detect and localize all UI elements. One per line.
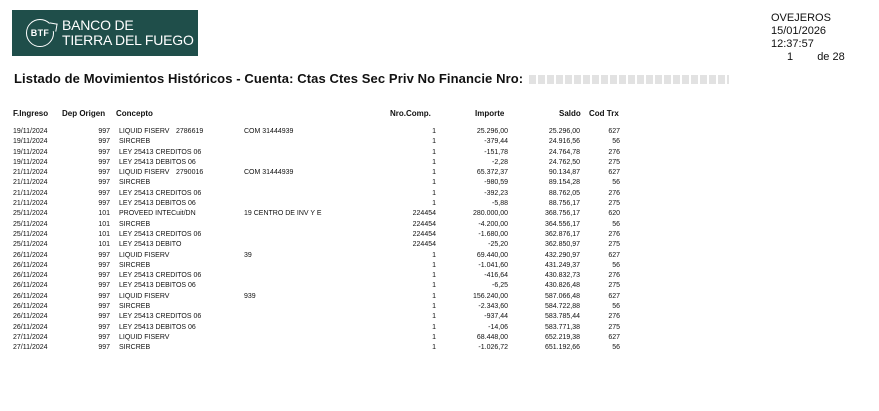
table-row (0, 127, 879, 137)
header-nro-comp: Nro.Comp. (390, 109, 431, 118)
redacted-account-number (529, 75, 729, 84)
cell-date: 27/11/2024 (13, 333, 48, 341)
cell-dep-origen: 997 (98, 138, 110, 146)
cell-concepto: LEY 25413 CREDITOS 06 (119, 230, 202, 238)
cell-concepto: LIQUID FISERV (119, 128, 170, 135)
cell-dep-origen: 101 (98, 220, 110, 228)
cell-nro-comp: 1 (432, 169, 436, 177)
table-row (0, 323, 879, 333)
header-fingreso: F.Ingreso (13, 109, 49, 118)
cell-date: 25/11/2024 (13, 230, 48, 238)
cell-concepto-detail: COM 31444939 (244, 128, 294, 135)
cell-importe: -392,23 (484, 189, 508, 197)
cell-nro-comp: 1 (432, 282, 436, 290)
cell-saldo: 24.762,50 (548, 158, 580, 166)
table-row (0, 251, 879, 261)
cell-importe: -416,64 (484, 272, 508, 280)
cell-nro-comp: 224454 (412, 230, 436, 238)
btf-logo-icon: BTF (26, 19, 54, 47)
cell-cod-trx: 56 (612, 138, 620, 146)
cell-nro-comp: 1 (432, 313, 436, 321)
cell-cod-trx: 275 (608, 323, 620, 331)
cell-date: 27/11/2024 (13, 344, 48, 352)
header-saldo: Saldo (559, 109, 581, 118)
cell-saldo: 362.876,17 (544, 230, 580, 238)
cell-cod-trx: 627 (608, 292, 620, 300)
cell-dep-origen: 997 (98, 323, 110, 331)
cell-saldo: 90.134,87 (548, 169, 580, 177)
cell-saldo: 430.826,48 (544, 282, 580, 290)
table-row (0, 343, 879, 353)
cell-dep-origen: 997 (98, 333, 110, 341)
cell-saldo: 24.764,78 (548, 148, 580, 156)
cell-cod-trx: 56 (612, 261, 620, 269)
cell-date: 21/11/2024 (13, 200, 48, 208)
page-title-text: Listado de Movimientos Históricos - Cuenta: Ctas Ctes Sec Priv No Financie Nro: (14, 71, 524, 86)
cell-importe: -980,59 (484, 179, 508, 187)
cell-saldo: 368.756,17 (544, 210, 580, 218)
cell-dep-origen: 101 (98, 241, 110, 249)
table-row (0, 333, 879, 343)
table-row (0, 209, 879, 219)
cell-date: 25/11/2024 (13, 210, 48, 218)
cell-date: 26/11/2024 (13, 323, 48, 331)
cell-saldo: 364.556,17 (544, 220, 580, 228)
cell-date: 26/11/2024 (13, 261, 48, 269)
cell-importe: 68.448,00 (476, 333, 508, 341)
cell-nro-comp: 1 (432, 200, 436, 208)
cell-dep-origen: 997 (98, 303, 110, 311)
cell-dep-origen: 997 (98, 292, 110, 300)
cell-date: 26/11/2024 (13, 303, 48, 311)
cell-date: 19/11/2024 (13, 128, 48, 135)
cell-date: 26/11/2024 (13, 292, 48, 300)
cell-cod-trx: 275 (608, 200, 620, 208)
cell-nro-comp: 1 (432, 148, 436, 156)
cell-saldo: 432.290,97 (544, 251, 580, 259)
cell-date: 19/11/2024 (13, 158, 48, 166)
cell-concepto-detail: COM 31444939 (244, 169, 294, 177)
table-row (0, 240, 879, 250)
page-total: 28 (832, 51, 845, 63)
cell-dep-origen: 101 (98, 230, 110, 238)
cell-concepto: LIQUID FISERV (119, 169, 170, 177)
cell-concepto-detail: 39 (244, 251, 252, 259)
cell-date: 25/11/2024 (13, 241, 48, 249)
cell-date: 26/11/2024 (13, 282, 48, 290)
cell-cod-trx: 627 (608, 169, 620, 177)
cell-dep-origen: 997 (98, 313, 110, 321)
cell-cod-trx: 276 (608, 230, 620, 238)
cell-cod-trx: 627 (608, 251, 620, 259)
cell-nro-comp: 1 (432, 128, 436, 135)
cell-nro-comp: 1 (432, 272, 436, 280)
cell-concepto: LEY 25413 DEBITOS 06 (119, 323, 196, 331)
cell-concepto: LEY 25413 DEBITOS 06 (119, 158, 196, 166)
cell-nro-comp: 1 (432, 158, 436, 166)
cell-importe: -2.343,60 (478, 303, 508, 311)
movements-table (0, 127, 879, 354)
cell-importe: -937,44 (484, 313, 508, 321)
cell-importe: -1.680,00 (478, 230, 508, 238)
cell-cod-trx: 276 (608, 148, 620, 156)
cell-saldo: 88.762,05 (548, 189, 580, 197)
cell-nro-comp: 224454 (412, 220, 436, 228)
table-row (0, 220, 879, 230)
cell-dep-origen: 997 (98, 282, 110, 290)
cell-nro-comp: 1 (432, 333, 436, 341)
cell-dep-origen: 997 (98, 261, 110, 269)
cell-importe: -4.200,00 (478, 220, 508, 228)
cell-cod-trx: 627 (608, 128, 620, 135)
cell-saldo: 584.722,88 (544, 303, 580, 311)
cell-dep-origen: 997 (98, 344, 110, 352)
cell-cod-trx: 275 (608, 241, 620, 249)
table-row (0, 302, 879, 312)
table-row (0, 158, 879, 168)
cell-date: 26/11/2024 (13, 272, 48, 280)
table-row (0, 148, 879, 158)
cell-concepto: SIRCREB (119, 179, 151, 187)
cell-importe: 25.296,00 (476, 128, 508, 135)
cell-dep-origen: 997 (98, 251, 110, 259)
cell-cod-trx: 56 (612, 179, 620, 187)
page-number: 1 (787, 51, 794, 63)
cell-nro-comp: 1 (432, 138, 436, 146)
page-title (14, 71, 729, 86)
cell-nro-comp: 224454 (412, 210, 436, 218)
cell-concepto: SIRCREB (119, 138, 151, 146)
cell-nro-comp: 224454 (412, 241, 436, 249)
bank-name-line2: TIERRA DEL FUEGO (62, 32, 194, 48)
cell-concepto: LIQUID FISERV (119, 333, 170, 341)
cell-cod-trx: 56 (612, 220, 620, 228)
report-user: OVEJEROS (771, 12, 831, 24)
cell-nro-comp: 1 (432, 261, 436, 269)
cell-nro-comp: 1 (432, 344, 436, 352)
page-indicator (787, 51, 845, 63)
cell-importe: 156.240,00 (472, 292, 508, 300)
cell-date: 19/11/2024 (13, 138, 48, 146)
cell-cod-trx: 620 (608, 210, 620, 218)
cell-dep-origen: 997 (98, 272, 110, 280)
cell-cod-trx: 276 (608, 272, 620, 280)
cell-nro-comp: 1 (432, 292, 436, 300)
cell-date: 25/11/2024 (13, 220, 48, 228)
cell-concepto: LEY 25413 CREDITOS 06 (119, 313, 202, 321)
cell-saldo: 651.192,66 (544, 344, 580, 352)
report-meta (771, 12, 831, 51)
header-concepto: Concepto (116, 109, 153, 118)
cell-concepto: LEY 25413 CREDITOS 06 (119, 148, 202, 156)
cell-dep-origen: 997 (98, 128, 110, 135)
cell-nro-comp: 1 (432, 189, 436, 197)
cell-date: 21/11/2024 (13, 189, 48, 197)
cell-concepto: SIRCREB (119, 303, 151, 311)
cell-dep-origen: 997 (98, 200, 110, 208)
cell-saldo: 652.219,38 (544, 333, 580, 341)
bank-name-line1: BANCO DE (62, 17, 134, 33)
cell-importe: -1.026,72 (478, 344, 508, 352)
cell-cod-trx: 276 (608, 313, 620, 321)
cell-cod-trx: 56 (612, 344, 620, 352)
cell-date: 21/11/2024 (13, 179, 48, 187)
cell-dep-origen: 997 (98, 189, 110, 197)
table-row (0, 312, 879, 322)
cell-concepto: LEY 25413 CREDITOS 06 (119, 272, 202, 280)
bank-logo (12, 10, 198, 56)
header-importe: Importe (475, 109, 505, 118)
cell-saldo: 89.154,28 (548, 179, 580, 187)
cell-importe: -14,06 (488, 323, 508, 331)
cell-cod-trx: 275 (608, 282, 620, 290)
cell-dep-origen: 997 (98, 148, 110, 156)
cell-importe: -1.041,60 (478, 261, 508, 269)
cell-importe: -5,88 (492, 200, 508, 208)
report-time: 12:37:57 (771, 38, 814, 50)
table-row (0, 199, 879, 209)
header-dep-origen: Dep Origen (62, 109, 106, 118)
cell-importe: -2,28 (492, 158, 508, 166)
cell-importe: -379,44 (484, 138, 508, 146)
cell-date: 26/11/2024 (13, 251, 48, 259)
cell-date: 19/11/2024 (13, 148, 48, 156)
cell-importe: -6,25 (492, 282, 508, 290)
cell-saldo: 25.296,00 (548, 128, 580, 135)
report-date: 15/01/2026 (771, 25, 827, 37)
table-row (0, 137, 879, 147)
cell-date: 21/11/2024 (13, 169, 48, 177)
cell-cod-trx: 627 (608, 333, 620, 341)
cell-importe: 65.372,37 (476, 169, 508, 177)
cell-saldo: 430.832,73 (544, 272, 580, 280)
cell-date: 26/11/2024 (13, 313, 48, 321)
cell-dep-origen: 997 (98, 169, 110, 177)
cell-concepto: SIRCREB (119, 220, 151, 228)
table-row (0, 230, 879, 240)
table-row (0, 168, 879, 178)
cell-importe: 280.000,00 (472, 210, 508, 218)
table-row (0, 292, 879, 302)
header-cod-trx: Cod Trx (589, 109, 619, 118)
cell-concepto: LIQUID FISERV (119, 292, 170, 300)
cell-concepto: SIRCREB (119, 344, 151, 352)
table-row (0, 178, 879, 188)
cell-saldo: 431.249,37 (544, 261, 580, 269)
cell-concepto: LEY 25413 CREDITOS 06 (119, 189, 202, 197)
cell-cod-trx: 56 (612, 303, 620, 311)
table-row (0, 189, 879, 199)
cell-saldo: 362.850,97 (544, 241, 580, 249)
cell-cod-trx: 276 (608, 189, 620, 197)
cell-concepto: PROVEED INTECuit/DN (119, 210, 196, 218)
cell-nro-comp: 1 (432, 303, 436, 311)
cell-importe: 69.440,00 (476, 251, 508, 259)
cell-saldo: 583.771,38 (544, 323, 580, 331)
cell-concepto-ref: 2786619 (176, 128, 204, 135)
cell-saldo: 583.785,44 (544, 313, 580, 321)
cell-concepto: LEY 25413 DEBITOS 06 (119, 282, 196, 290)
cell-nro-comp: 1 (432, 179, 436, 187)
cell-importe: -151,78 (484, 148, 508, 156)
cell-saldo: 24.916,56 (548, 138, 580, 146)
cell-dep-origen: 997 (98, 158, 110, 166)
cell-dep-origen: 101 (98, 210, 110, 218)
cell-saldo: 587.066,48 (544, 292, 580, 300)
page-of-label: de (817, 51, 830, 63)
table-row (0, 271, 879, 281)
cell-concepto-detail: 939 (244, 292, 256, 300)
cell-importe: -25,20 (488, 241, 508, 249)
cell-concepto: SIRCREB (119, 261, 151, 269)
table-row (0, 281, 879, 291)
cell-saldo: 88.756,17 (548, 200, 580, 208)
cell-concepto-detail: 19 CENTRO DE INV Y E (244, 210, 322, 218)
bank-name (62, 18, 194, 48)
cell-concepto-ref: 2790016 (176, 169, 204, 177)
cell-concepto: LEY 25413 DEBITOS 06 (119, 200, 196, 208)
cell-nro-comp: 1 (432, 251, 436, 259)
cell-dep-origen: 997 (98, 179, 110, 187)
cell-cod-trx: 275 (608, 158, 620, 166)
cell-concepto: LIQUID FISERV (119, 251, 170, 259)
cell-nro-comp: 1 (432, 323, 436, 331)
table-row (0, 261, 879, 271)
cell-concepto: LEY 25413 DEBITO (119, 241, 182, 249)
